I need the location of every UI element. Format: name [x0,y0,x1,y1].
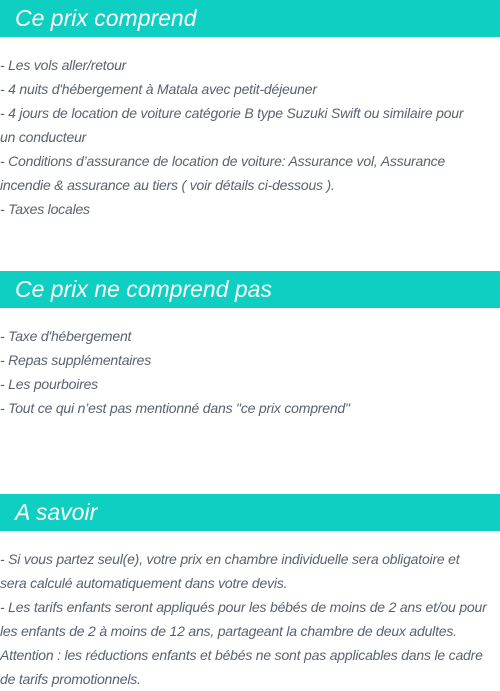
list-item: un conducteur [0,129,87,145]
list-item: - 4 jours de location de voiture catégorie B type Suzuki Swift ou similaire pour [0,105,464,121]
list-item: les enfants de 2 à moins de 12 ans, partageant la chambre de deux adultes. [0,623,457,639]
included-list [0,53,500,221]
section-header-included [0,0,500,37]
list-item: - Taxes locales [0,201,90,217]
list-item: - Les tarifs enfants seront appliqués pour les bébés de moins de 2 ans et/ou pour [0,599,487,615]
list-item: sera calculé automatiquement dans votre devis. [0,575,288,591]
list-item: - Repas supplémentaires [0,352,152,368]
list-item: - Tout ce qui n’est pas mentionné dans "ce prix comprend" [0,400,350,416]
section-header-good-to-know [0,494,500,531]
list-item: - Taxe d'hébergement [0,328,132,344]
section-title: A savoir [15,499,98,525]
list-item: - Les vols aller/retour [0,57,127,73]
list-item: - Si vous partez seul(e), votre prix en chambre individuelle sera obligatoire et [0,551,460,567]
list-item: Attention : les réductions enfants et bébés ne sont pas applicables dans le cadre [0,647,483,663]
section-title: Ce prix ne comprend pas [15,276,272,302]
not-included-list [0,324,500,420]
list-item: incendie & assurance au tiers ( voir détails ci-dessous ). [0,177,335,193]
section-header-not-included [0,271,500,308]
list-item: - Conditions d’assurance de location de voiture: Assurance vol, Assurance [0,153,446,169]
list-item: de tarifs promotionnels. [0,671,141,687]
section-title: Ce prix comprend [15,5,197,31]
list-item: - Les pourboires [0,376,98,392]
list-item: - 4 nuits d'hébergement à Matala avec petit-déjeuner [0,81,317,97]
good-to-know-list [0,547,500,691]
